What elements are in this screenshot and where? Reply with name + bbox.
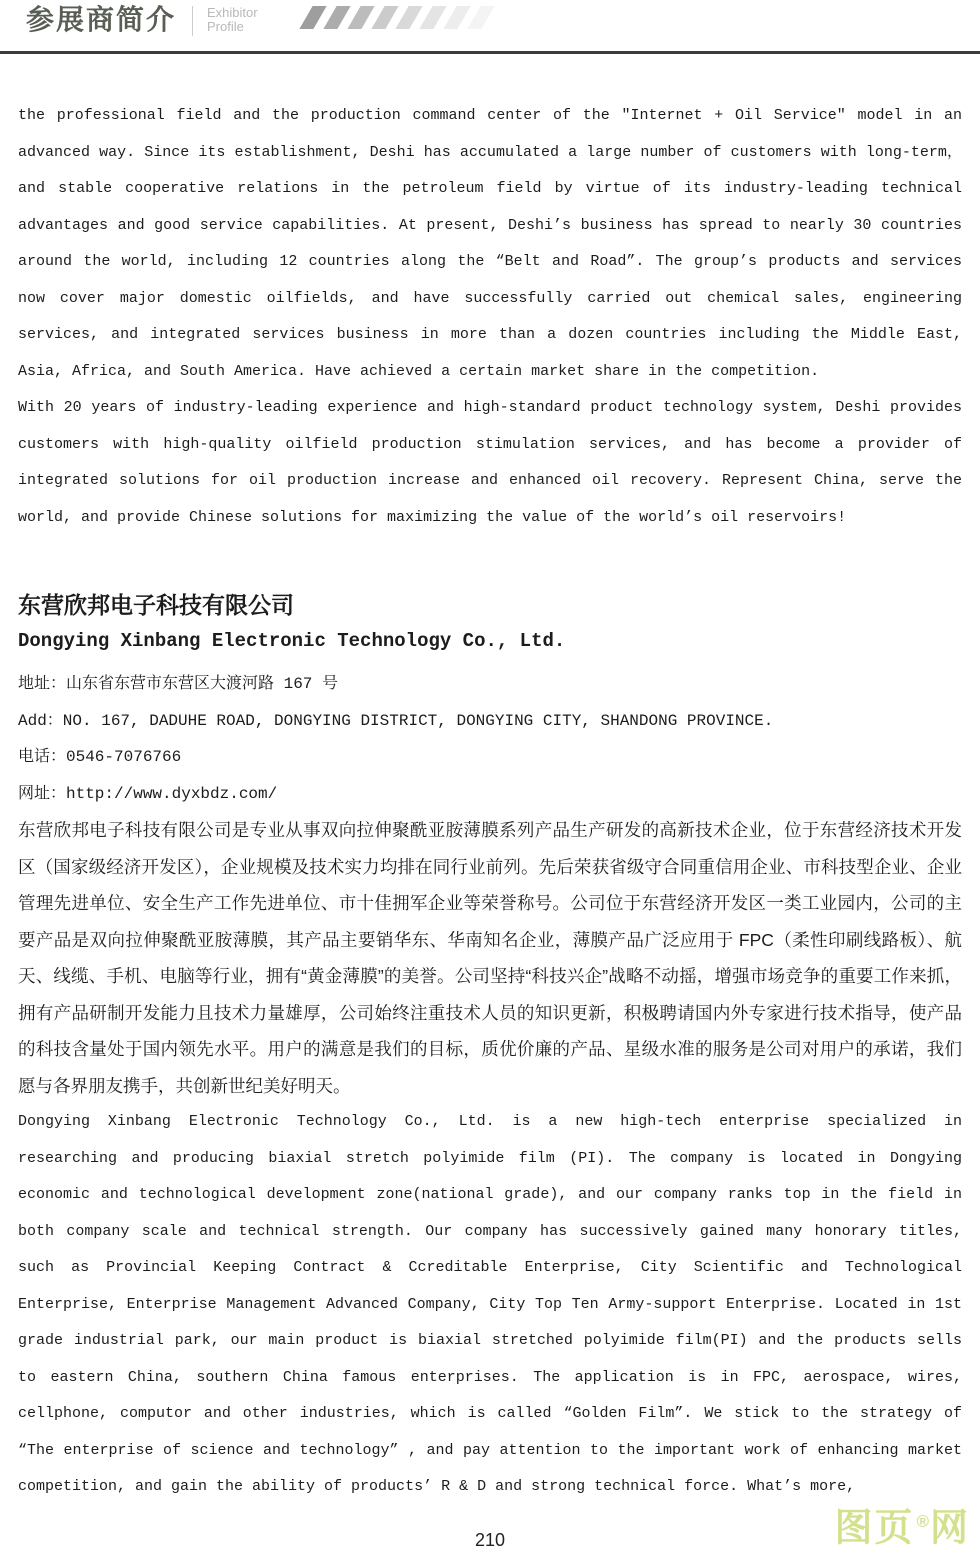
watermark-text-2: 网 [929, 1508, 970, 1550]
stripe-icon [323, 6, 350, 29]
company-address-zh: 地址：山东省东营市东营区大渡河路 167 号 [18, 675, 339, 693]
header-divider [192, 6, 193, 36]
watermark-logo [834, 1502, 970, 1549]
page-title-en [207, 6, 258, 34]
diagonal-stripes-decoration [306, 6, 488, 29]
company-contact-block [18, 666, 962, 812]
company-name-zh: 东营欣邦电子科技有限公司 [18, 592, 294, 618]
company-description-en: Dongying Xinbang Electronic Technology Co., Ltd. is a new high-tech enterprise specialized in researching and producing biaxial stretch polyimide film (PI). The company is located in Dongying economic and technological development zone(national grade), and our company ranks top in the field in both company scale and technical strength. Our company has successively gained many honorary titles, such as Provincial Keeping Contract & Ccreditable Enterprise, City Scientific and Technological Enterprise, Enterprise Management Advanced Company, City Top Ten Army-support Enterprise. Located in 1st grade industrial park, our main product is biaxial stretched polyimide film(PI) and the products sells to eastern China, southern China famous enterprises. The application is in FPC, aerospace, wires, cellphone, computor and other industries, which is called “Golden Film”. We stick to the strategy of “The enterprise of science and technology” , and pay attention to the important work of enhancing market competition, and gain the ability of products’ R & D and strong technical force. What’s more, [18, 1113, 962, 1495]
deshi-paragraph-2: With 20 years of industry-leading experience and high-standard product technology system, Deshi provides customers with high-quality oilfield production stimulation services, and has become a provider of integrated solutions for oil production increase and enhanced oil recovery. Represent China, serve the world, and provide Chinese solutions for maximizing the value of the world’s oil reservoirs! [18, 399, 962, 526]
company-name-en: Dongying Xinbang Electronic Technology Co., Ltd. [18, 630, 566, 652]
company-section [18, 590, 962, 1506]
page-title-en-line2: Profile [207, 19, 244, 34]
page-number: 210 [474, 1530, 506, 1550]
page-content [18, 98, 962, 1506]
header-rule [0, 51, 980, 54]
watermark-text-1: 图页 [834, 1508, 915, 1550]
deshi-paragraph-1: the professional field and the production command center of the ″Internet + Oil Service″ model in an advanced way. Since its establishment, Deshi has accumulated a large number of customers with long-term， and stable cooperative relations in the petroleum field by virtue of its industry-leading technical advantages and good service capabilities. At present, Deshi’s business has spread to nearly 30 countries around the world, including 12 countries along the “Belt and Road”. The group’s products and services now cover major domestic oilfields, and have successfully carried out chemical sales, engineering services, and integrated services business in more than a dozen countries including the Middle East, Asia, Africa, and South America. Have achieved a certain market share in the competition. [18, 107, 962, 380]
registered-trademark-icon: ® [916, 1512, 929, 1532]
stripe-icon [299, 6, 326, 29]
company-address-en: Add：NO. 167, DADUHE ROAD, DONGYING DISTRICT, DONGYING CITY, SHANDONG PROVINCE. [18, 711, 774, 730]
stripe-icon [443, 6, 470, 29]
page-title-en-line1: Exhibitor [207, 5, 258, 20]
company-website: 网址：http://www.dyxbdz.com/ [18, 784, 278, 803]
stripe-icon [371, 6, 398, 29]
page-title-zh: 参展商简介 [26, 4, 177, 35]
stripe-icon [347, 6, 374, 29]
header-row [18, 3, 962, 37]
stripe-icon [419, 6, 446, 29]
page-header [18, 0, 962, 54]
stripe-icon [467, 6, 494, 29]
stripe-icon [395, 6, 422, 29]
company-phone: 电话：0546-7076766 [18, 748, 182, 766]
company-description-zh: 东营欣邦电子科技有限公司是专业从事双向拉伸聚酰亚胺薄膜系列产品生产研发的高新技术企业，位于东营经济技术开发区（国家级经济开发区），企业规模及技术实力均排在同行业前列。先后荣获省级守合同重信用企业、市科技型企业、企业管理先进单位、安全生产工作先进单位、市十佳拥军企业等荣誉称号。公司位于东营经济开发区一类工业园内，公司的主要产品是双向拉伸聚酰亚胺薄膜，其产品主要销华东、华南知名企业，薄膜产品广泛应用于 FPC（柔性印刷线路板）、航天、线缆、手机、电脑等行业，拥有“黄金薄膜”的美誉。公司坚持“科技兴企”战略不动摇，增强市场竞争的重要工作来抓，拥有产品研制开发能力且技术力量雄厚，公司始终注重技术人员的知识更新，积极聘请国内外专家进行技术指导，使产品的科技含量处于国内领先水平。用户的满意是我们的目标，质优价廉的产品、星级水准的服务是公司对用户的承诺，我们愿与各界朋友携手，共创新世纪美好明天。 [18, 820, 962, 1096]
